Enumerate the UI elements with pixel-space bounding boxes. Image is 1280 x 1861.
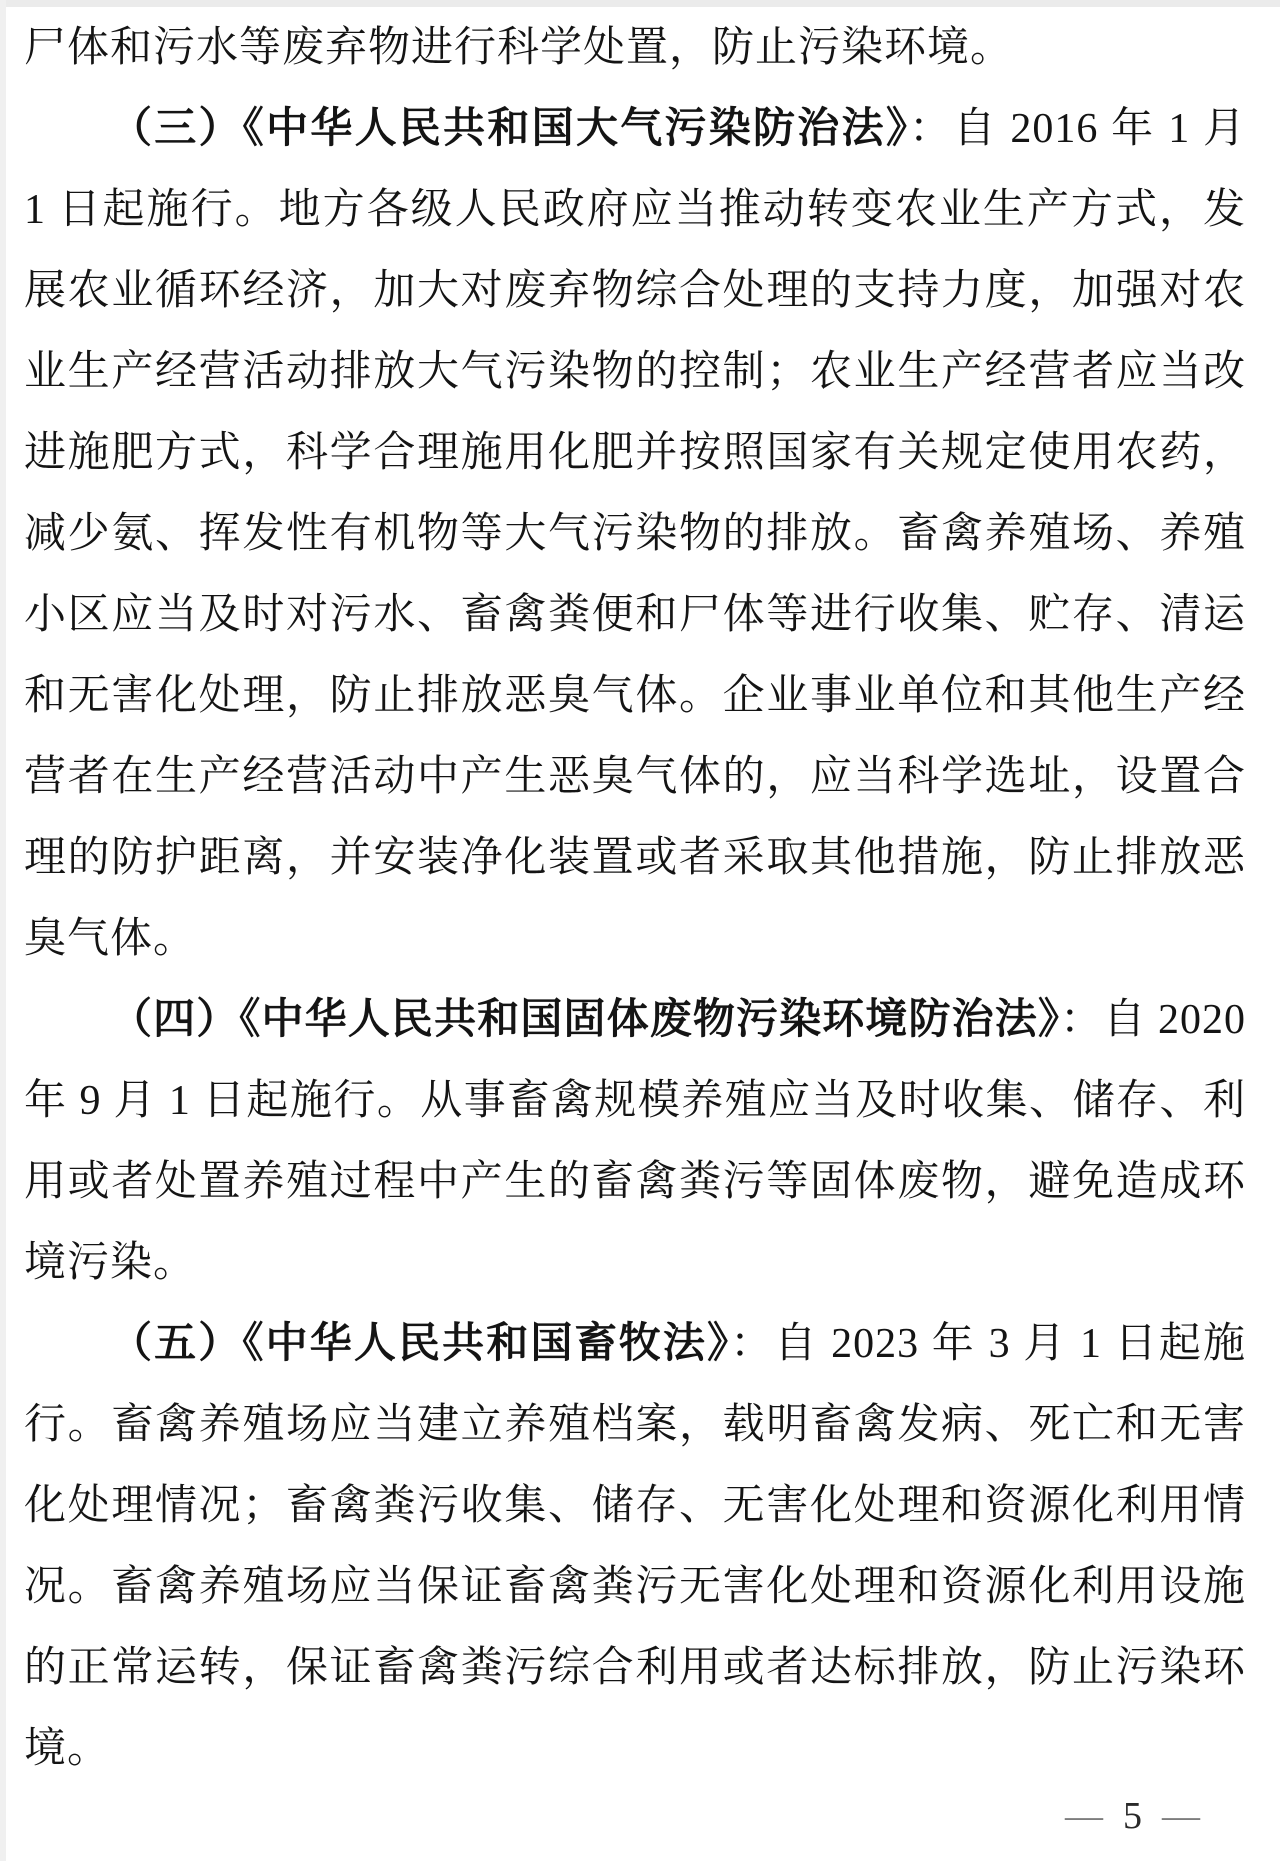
body-text-run: ：自 2016 年 1 月 1 日起施行。地方各级人民政府应当推动转变农业生产方式，发展农业循环经济，加大对废弃物综合处理的支持力度，加强对农业生产经营活动排放大气污染物的控制；农业生产经营者应当改进施肥方式，科学合理施用化肥并按照国家有关规定使用农药，减少氨、挥发性有机物等大气污染物的排放。畜禽养殖场、养殖小区应当及时对污水、畜禽粪便和尸体等进行收集、贮存、清运和无害化处理，防止排放恶臭气体。企业事业单位和其他生产经营者在生产经营活动中产生恶臭气体的，应当科学选址，设置合理的防护距离，并安装净化装置或者采取其他措施，防止排放恶臭气体。 bbox=[24, 106, 1246, 962]
page-number: 5 bbox=[1123, 1795, 1142, 1837]
footer-left-dash: — bbox=[1065, 1795, 1103, 1837]
footer-right-dash: — bbox=[1162, 1795, 1200, 1837]
page-edge-shadow-left bbox=[0, 0, 6, 1861]
paragraph bbox=[24, 1304, 1246, 1790]
law-title-run: （四）《中华人民共和国固体废物污染环境防治法》 bbox=[110, 997, 1061, 1043]
body-text-run: ：自 2020 年 9 月 1 日起施行。从事畜禽规模养殖应当及时收集、储存、利用或者处置养殖过程中产生的畜禽粪污等固体废物，避免造成环境污染。 bbox=[24, 997, 1246, 1286]
body-text-run: ：自 2023 年 3 月 1 日起施行。畜禽养殖场应当建立养殖档案，载明畜禽发病、死亡和无害化处理情况；畜禽粪污收集、储存、无害化处理和资源化利用情况。畜禽养殖场应当保证畜禽粪污无害化处理和资源化利用设施的正常运转，保证畜禽粪污综合利用或者达标排放，防止污染环境。 bbox=[24, 1321, 1246, 1772]
paragraph bbox=[24, 8, 1246, 89]
paragraph bbox=[24, 89, 1246, 980]
law-title-run: （三）《中华人民共和国大气污染防治法》 bbox=[110, 106, 910, 152]
page-edge-shadow-top bbox=[0, 0, 1280, 7]
body-text-run: 尸体和污水等废弃物进行科学处置，防止污染环境。 bbox=[24, 25, 1014, 71]
text-body bbox=[24, 8, 1246, 1790]
paragraph bbox=[24, 980, 1246, 1304]
page-footer bbox=[1051, 1794, 1214, 1838]
law-title-run: （五）《中华人民共和国畜牧法》 bbox=[110, 1321, 731, 1367]
